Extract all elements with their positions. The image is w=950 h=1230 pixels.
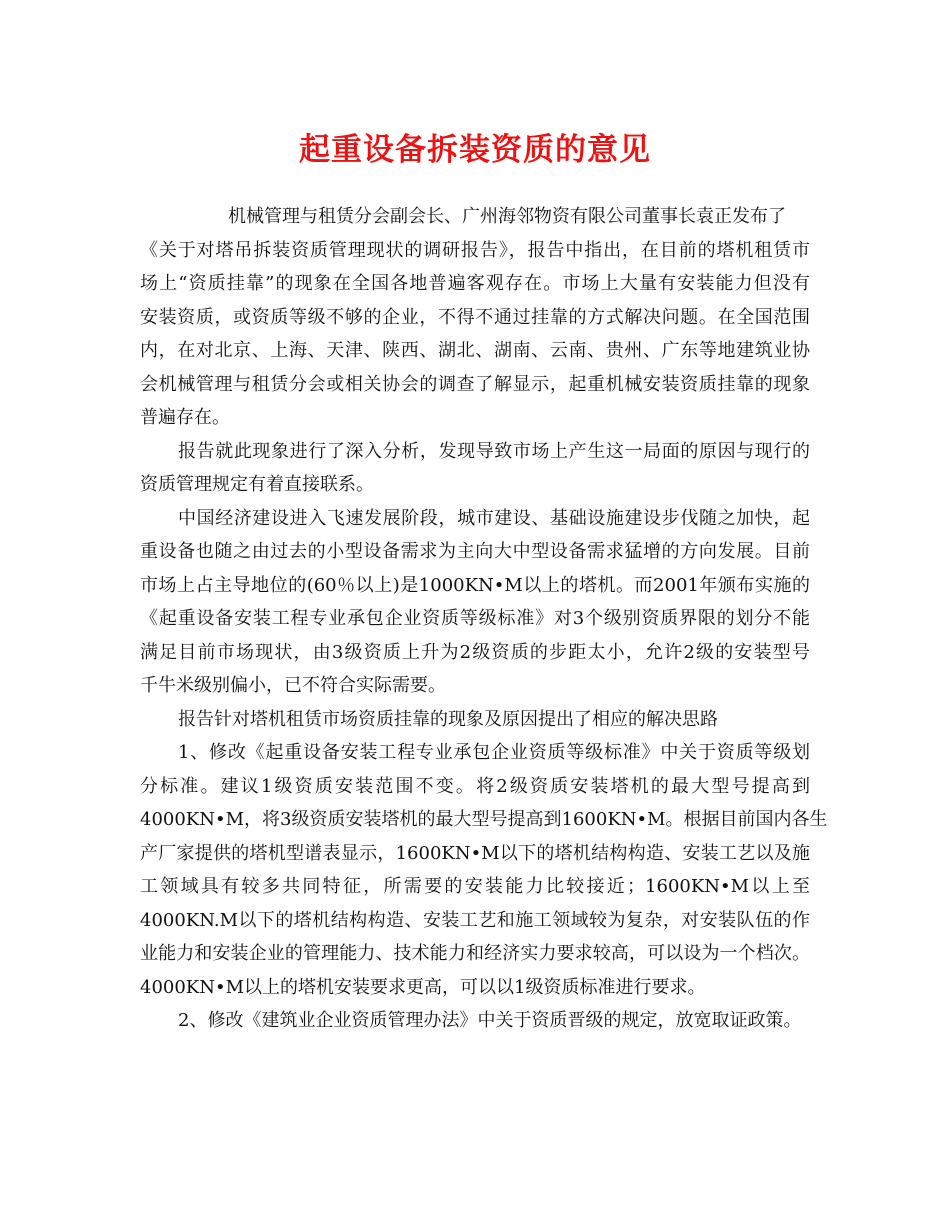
paragraph-line: 中国经济建设进入飞速发展阶段，城市建设、基础设施建设步伐随之加快，起 xyxy=(178,507,810,529)
paragraph-line: 会机械管理与租赁分会或相关协会的调查了解显示，起重机械安装资质挂靠的现象 xyxy=(140,373,810,395)
paragraph-line: 产厂家提供的塔机型谱表显示，1600KN•M以下的塔机结构构造、安装工艺以及施 xyxy=(140,842,810,864)
paragraph-line: 重设备也随之由过去的小型设备需求为主向大中型设备需求猛增的方向发展。目前 xyxy=(140,541,810,562)
paragraph-line: 4000KN.M以下的塔机结构构造、安装工艺和施工领域较为复杂，对安装队伍的作 xyxy=(140,909,810,931)
paragraph-line: 安装资质，或资质等级不够的企业，不得不通过挂靠的方式解决问题。在全国范围 xyxy=(140,306,810,328)
paragraph-line: 场上“资质挂靠”的现象在全国各地普遍客观存在。市场上大量有安装能力但没有 xyxy=(140,273,810,294)
paragraph-line: 报告就此现象进行了深入分析，发现导致市场上产生这一局面的原因与现行的 xyxy=(178,440,810,462)
paragraph-line: 《起重设备安装工程专业承包企业资质等级标准》对3个级别资质界限的划分不能 xyxy=(140,608,810,629)
document-title: 起重设备拆装资质的意见 xyxy=(299,132,651,168)
document-body xyxy=(140,200,828,1038)
paragraph-line: 2、修改《建筑业企业资质管理办法》中关于资质晋级的规定，放宽取证政策。 xyxy=(178,1010,802,1031)
paragraph-line: 4000KN•M，将3级资质安装塔机的最大型号提高到1600KN•M。根据目前国内各生 xyxy=(140,809,828,830)
paragraph-line: 满足目前市场现状，由3级资质上升为2级资质的步距太小，允许2级的安装型号 xyxy=(140,641,810,663)
paragraph-line: 报告针对塔机租赁市场资质挂靠的现象及原因提出了相应的解决思路 xyxy=(178,708,718,730)
paragraph-line: 工领域具有较多共同特征，所需要的安装能力比较接近；1600KN•M以上至 xyxy=(140,876,810,897)
paragraph-line: 1、修改《起重设备安装工程专业承包企业资质等级标准》中关于资质等级划 xyxy=(178,742,810,763)
paragraph-line: 市场上占主导地位的(60％以上)是1000KN•M以上的塔机。而2001年颁布实施的 xyxy=(140,574,810,596)
paragraph-line: 《关于对塔吊拆装资质管理现状的调研报告》，报告中指出，在目前的塔机租赁市 xyxy=(140,239,810,261)
paragraph-line: 业能力和安装企业的管理能力、技术能力和经济实力要求较高，可以设为一个档次。 xyxy=(140,943,810,964)
paragraph-line: 4000KN•M以上的塔机安装要求更高，可以以1级资质标准进行要求。 xyxy=(140,976,706,998)
paragraph-line: 普遍存在。 xyxy=(140,407,230,428)
paragraph-line: 千牛米级别偏小，已不符合实际需要。 xyxy=(140,675,446,696)
paragraph-line: 机械管理与租赁分会副会长、广州海邻物资有限公司董事长袁正发布了 xyxy=(228,206,786,227)
paragraph-line: 内，在对北京、上海、天津、陕西、湖北、湖南、云南、贵州、广东等地建筑业协 xyxy=(140,340,810,361)
paragraph-line: 资质管理规定有着直接联系。 xyxy=(140,474,374,495)
paragraph-line: 分标准。建议1级资质安装范围不变。将2级资质安装塔机的最大型号提高到 xyxy=(140,775,810,797)
